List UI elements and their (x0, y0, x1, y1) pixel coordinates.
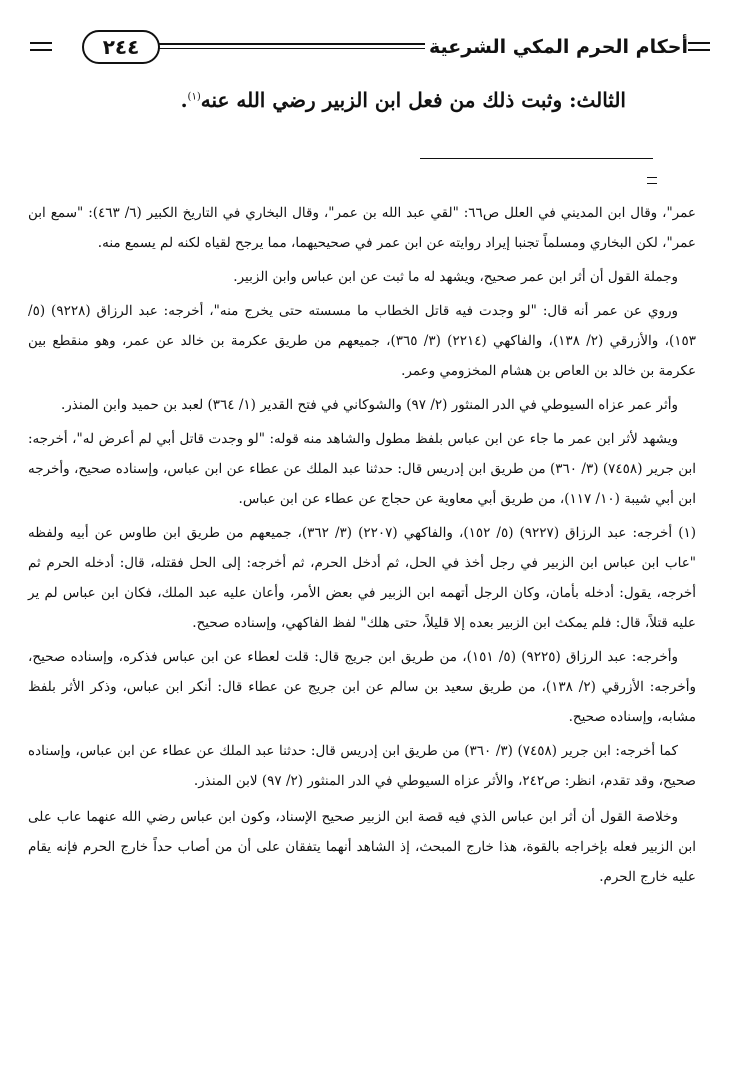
footnote-paragraph: ويشهد لأثر ابن عمر ما جاء عن ابن عباس بلفظ مطول والشاهد منه قوله: "لو وجدت قاتل أبي لم أعرض له"، أخرجه: ابن جرير (٧٤٥٨) (٣/ ٣٦٠) من طريق ابن إدريس قال: حدثنا عبد الملك عن عطاء عن ابن عباس، وإسناده صحيح، وأخرجه ابن أبي شيبة (١٠/ ١١٧)، من طريق أبي معاوية عن حجاج عن عطاء عن ابن عباس. (28, 431, 697, 507)
header-ornament-right (688, 42, 710, 51)
page-number: ٢٤٤ (82, 30, 160, 64)
footnote-1-text: أخرجه: عبد الرزاق (٩٢٢٧) (٥/ ١٥٢)، والفاكهي (٢٢٠٧) (٣/ ٣٦٢)، جميعهم من طريق ابن طاوس عن أبيه ولفظه "عاب ابن عباس ابن الزبير في رجل أخذ في الحل، ثم أدخل الحرم، ثم أخرجه: إلى الحل فقتله، قال: أدخله الحرم ثم أخرجه، يقول: أدخله بأمان، وكان الرجل أتهمه ابن الزبير في بعض الأمر، وأعان عليه عبد الملك، فكان ابن عباس لم ير عليه قتلاً، قال: فلم يمكث ابن الزبير بعده إلا قليلاً، حتى هلك" لفظ الفاكهي، وإسناده صحيح. (28, 525, 696, 631)
footnote-paragraph: عمر"، وقال ابن المديني في العلل ص٦٦: "لقي عبد الله بن عمر"، وقال البخاري في التاريخ الكبير (٦/ ٤٦٣): "سمع ابن عمر"، لكن البخاري ومسلماً تجنبا إيراد روايته عن ابن عمر في صحيحيهما، مما يرجح لقياه لكنه لم يسمع منه. (28, 205, 696, 251)
footnotes (28, 198, 696, 896)
footnote-paragraph: وجملة القول أن أثر ابن عمر صحيح، ويشهد له ما ثبت عن ابن عباس وابن الزبير. (233, 269, 678, 285)
footnote-paragraph: وأخرجه: عبد الرزاق (٩٢٢٥) (٥/ ١٥١)، من طريق ابن جريج قال: قلت لعطاء عن ابن عباس فذكره، وإسناده صحيح، وأخرجه: الأزرقي (٢/ ١٣٨)، من طريق سعيد بن سالم عن ابن جريج عن عطاء قال: أنكر ابن عباس، وذكر الأثر بلفظ مشابه، وإسناده صحيح. (28, 649, 696, 725)
footnote-reference: (١) (187, 91, 201, 103)
footnote-paragraph: وأثر عمر عزاه السيوطي في الدر المنثور (٢/ ٩٧) والشوكاني في فتح القدير (١/ ٣٦٤) لعبد بن حميد وابن المنذر. (60, 397, 678, 413)
main-text-line: الثالث: وثبت ذلك من فعل ابن الزبير رضي الله عنه$^{(١)}$. (180, 88, 626, 112)
footnote-continuation-mark (647, 177, 657, 184)
footnote-separator (420, 158, 653, 159)
footnote-1-marker: (١) (678, 525, 697, 541)
footnote-paragraph: وروي عن عمر أنه قال: "لو وجدت فيه قاتل الخطاب ما مسسته حتى يخرج منه"، أخرجه: عبد الرزاق (٩٢٢٨) (٥/ ١٥٣)، والأزرقي (٢/ ١٣٨)، والفاكهي (٢٢١٤) (٣/ ٣٦٥)، جميعهم من طريق عكرمة بن خالد عن عمر، وهو منقطع بين عكرمة بن خالد بن العاص بن هشام المخزومي وعمر. (28, 303, 696, 379)
header-rule (150, 43, 425, 49)
main-text: الثالث: وثبت ذلك من فعل ابن الزبير رضي الله عنه (200, 88, 626, 112)
footnote-paragraph: كما أخرجه: ابن جرير (٧٤٥٨) (٣/ ٣٦٠) من طريق ابن إدريس قال: حدثنا عبد الملك عن عطاء عن ابن عباس، وإسناده صحيح، وقد تقدم، انظر: ص٢٤٢، والأثر عزاه السيوطي في الدر المنثور (٢/ ٩٧) لابن المنذر. (28, 743, 696, 789)
book-title: أحكام الحرم المكي الشرعية (429, 36, 688, 58)
footnote-paragraph: وخلاصة القول أن أثر ابن عباس الذي فيه قصة ابن الزبير صحيح الإسناد، وكون ابن عباس رضي الله عنهما عاب على ابن الزبير فعله بإخراجه بالقوة، هذا خارج المبحث، إذ الشاهد أنهما يتفقان على أن من أصاب حداً خارج الحرم فإنه يقام عليه خارج الحرم. (28, 809, 696, 885)
header-ornament-left (30, 42, 52, 51)
footnote-1-paragraph (28, 518, 696, 638)
running-header (30, 28, 710, 72)
